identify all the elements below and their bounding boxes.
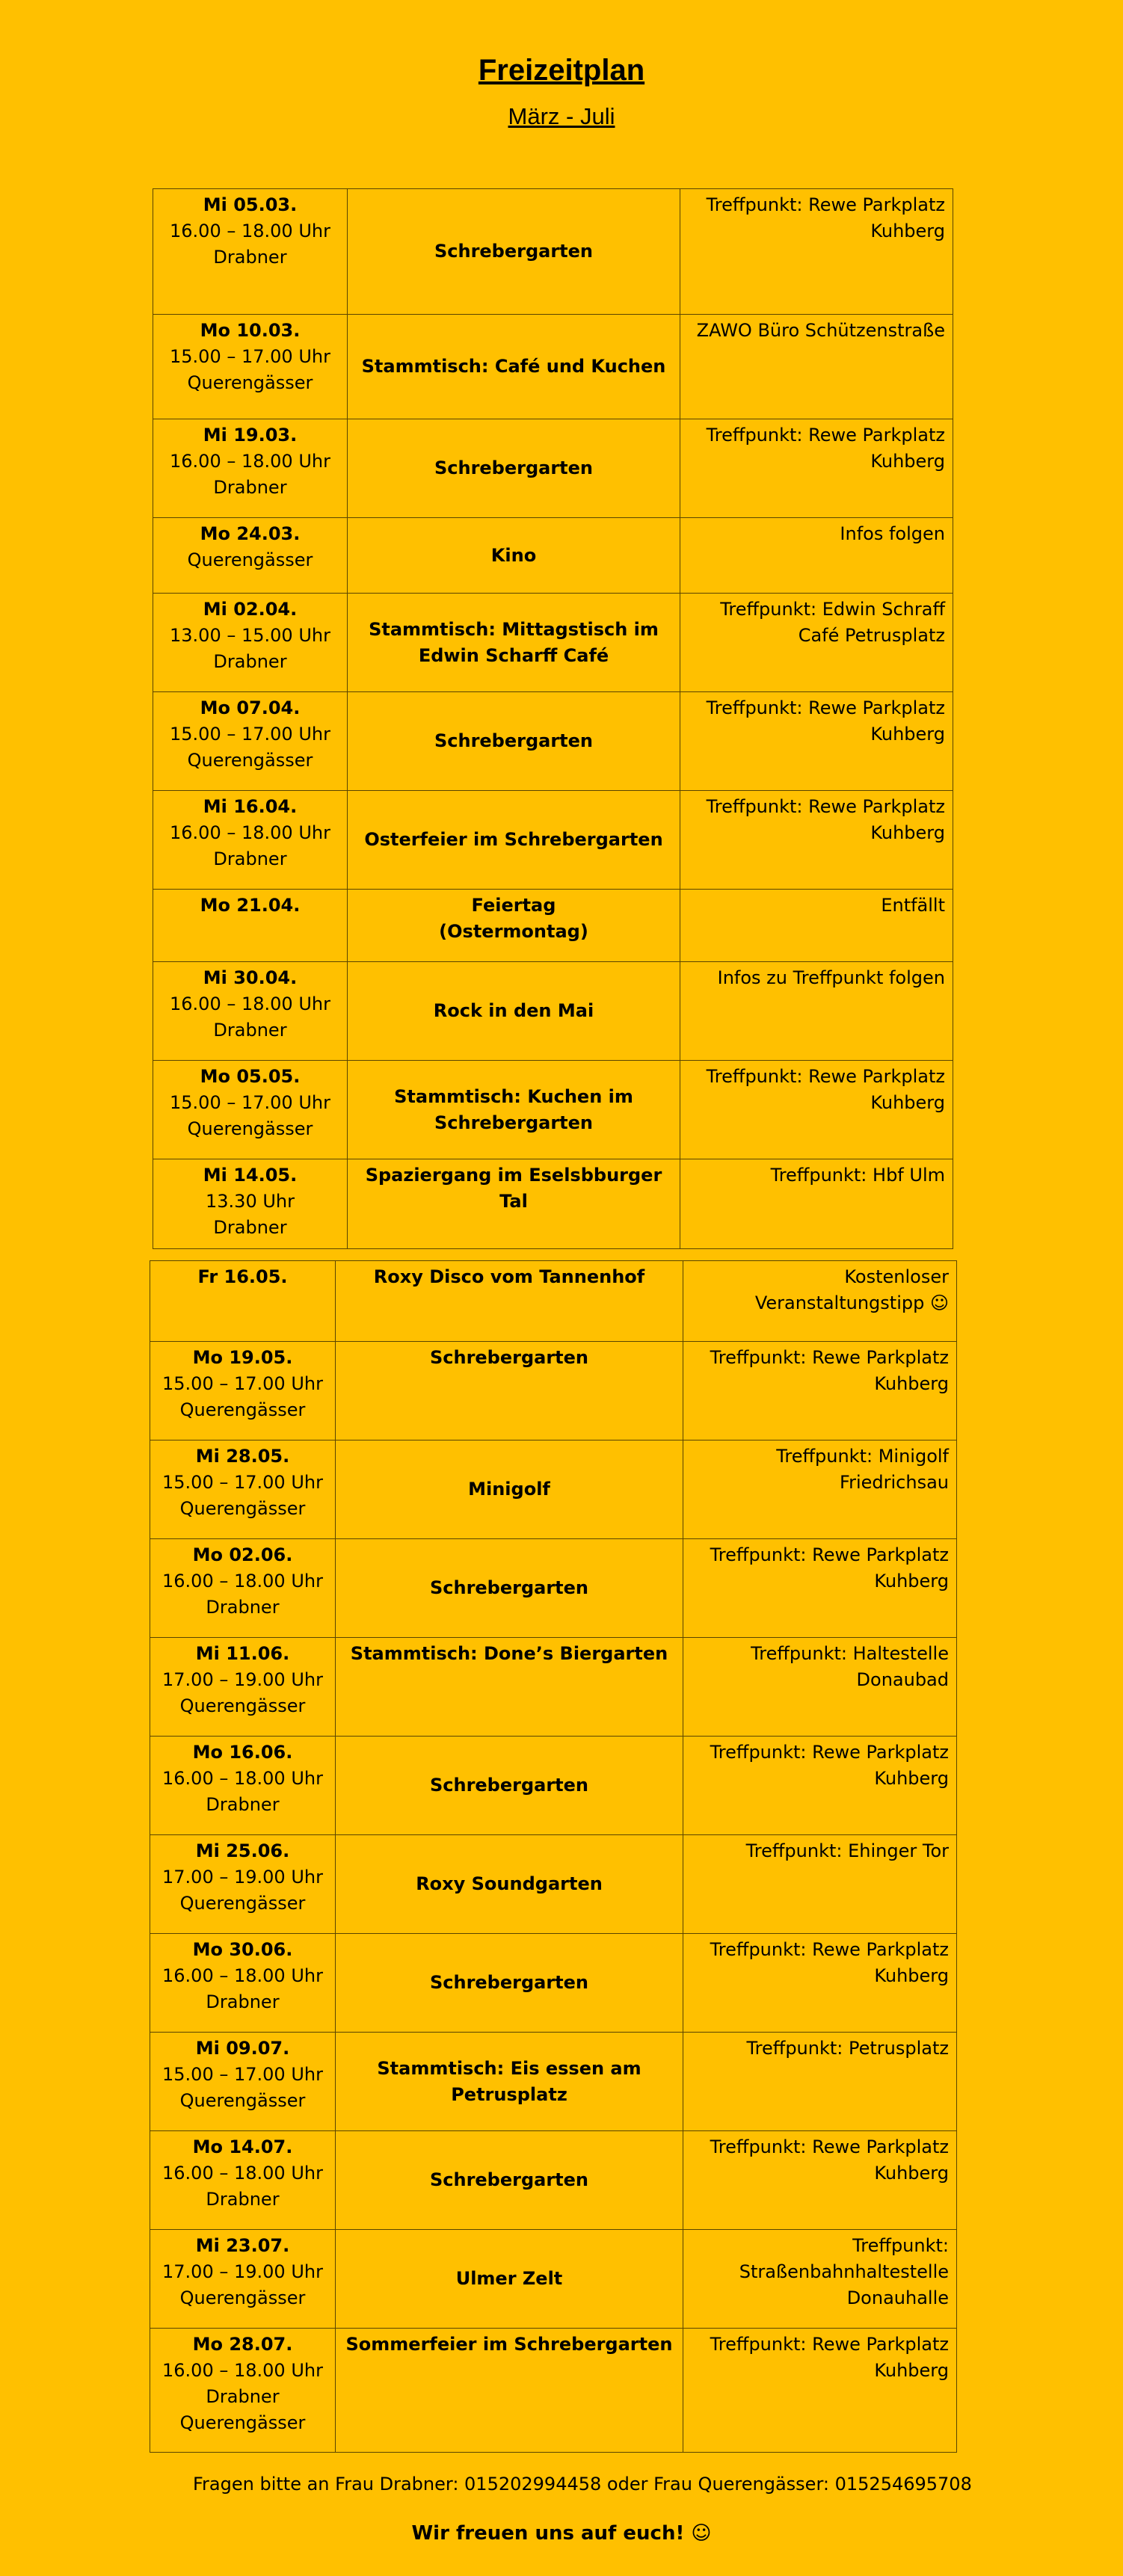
event-time: 16.00 – 18.00 Uhr xyxy=(162,1965,323,1986)
schedule-row xyxy=(150,1440,957,1539)
event-time: 17.00 – 19.00 Uhr xyxy=(162,1867,323,1888)
event-leader: Drabner xyxy=(206,1794,280,1815)
date-cell xyxy=(153,1061,348,1159)
meeting-point: ZAWO Büro Schützenstraße xyxy=(680,315,953,419)
schedule-row xyxy=(153,1159,953,1249)
schedule-row xyxy=(153,791,953,890)
event-time: 15.00 – 17.00 Uhr xyxy=(162,1472,323,1493)
event-name: Stammtisch: Mittagstisch im Edwin Scharff Café xyxy=(348,594,680,692)
event-leader: Querengässer xyxy=(179,1893,306,1914)
event-date: Mi 16.04. xyxy=(203,796,298,817)
event-leader: Querengässer xyxy=(179,1695,306,1716)
date-cell xyxy=(150,2329,336,2453)
event-time: 13.00 – 15.00 Uhr xyxy=(170,625,330,646)
schedule-row xyxy=(150,1934,957,2033)
date-cell xyxy=(150,1261,336,1342)
event-name: Schrebergarten xyxy=(348,692,680,791)
event-name: Schrebergarten xyxy=(336,1737,683,1835)
event-name: Schrebergarten xyxy=(336,1342,683,1440)
event-leader: Drabner xyxy=(213,848,287,869)
event-time: 16.00 – 18.00 Uhr xyxy=(162,1768,323,1789)
event-date: Mo 14.07. xyxy=(192,2136,293,2157)
event-time: 16.00 – 18.00 Uhr xyxy=(170,221,330,241)
event-leader: Drabner xyxy=(206,2189,280,2210)
meeting-point: Treffpunkt: Edwin Schraff Café Petrusplatz xyxy=(680,594,953,692)
date-cell xyxy=(150,1934,336,2033)
event-time: 15.00 – 17.00 Uhr xyxy=(162,1373,323,1394)
event-name: Schrebergarten xyxy=(336,2131,683,2230)
date-cell xyxy=(150,1342,336,1440)
date-cell xyxy=(150,1539,336,1638)
date-cell xyxy=(150,1737,336,1835)
event-time: 16.00 – 18.00 Uhr xyxy=(162,2360,323,2381)
schedule-table-part1 xyxy=(153,188,953,1249)
page-title: Freizeitplan xyxy=(478,54,645,87)
meeting-point: Treffpunkt: Rewe Parkplatz Kuhberg xyxy=(680,1061,953,1159)
event-date: Mi 11.06. xyxy=(195,1643,290,1664)
date-cell xyxy=(153,962,348,1061)
event-leader: Querengässer xyxy=(187,1118,313,1139)
event-name: Spaziergang im Eselsbburger Tal xyxy=(348,1159,680,1249)
date-cell xyxy=(153,791,348,890)
date-cell xyxy=(153,890,348,962)
schedule-row xyxy=(150,2131,957,2230)
event-leader: Drabner xyxy=(213,247,287,268)
event-time: 15.00 – 17.00 Uhr xyxy=(170,724,330,745)
event-time: 17.00 – 19.00 Uhr xyxy=(162,2261,323,2282)
event-name: Stammtisch: Eis essen am Petrusplatz xyxy=(336,2033,683,2131)
event-name: Stammtisch: Café und Kuchen xyxy=(348,315,680,419)
schedule-row xyxy=(150,1539,957,1638)
event-date: Mi 30.04. xyxy=(203,967,298,988)
event-date: Mo 21.04. xyxy=(200,895,301,916)
schedule-row xyxy=(153,419,953,518)
date-cell xyxy=(153,518,348,594)
date-cell xyxy=(153,189,348,315)
meeting-point: Treffpunkt: Rewe Parkplatz Kuhberg xyxy=(683,1737,957,1835)
event-leader: Drabner xyxy=(213,651,287,672)
event-leader: Drabner xyxy=(206,1597,280,1618)
meeting-point: Entfällt xyxy=(680,890,953,962)
event-name: Feiertag (Ostermontag) xyxy=(348,890,680,962)
event-time: 17.00 – 19.00 Uhr xyxy=(162,1669,323,1690)
meeting-point: Treffpunkt: Minigolf Friedrichsau xyxy=(683,1440,957,1539)
event-date: Mi 19.03. xyxy=(203,425,298,446)
event-date: Mo 05.05. xyxy=(200,1066,301,1087)
meeting-point: Treffpunkt: Rewe Parkplatz Kuhberg xyxy=(683,1342,957,1440)
schedule-row xyxy=(150,2033,957,2131)
meeting-point: Treffpunkt: Rewe Parkplatz Kuhberg xyxy=(683,1539,957,1638)
schedule-row xyxy=(153,1061,953,1159)
meeting-point: Infos folgen xyxy=(680,518,953,594)
event-date: Mi 09.07. xyxy=(195,2038,290,2059)
event-leader: Drabner xyxy=(213,477,287,498)
event-date: Mo 07.04. xyxy=(200,697,301,718)
event-date: Mi 05.03. xyxy=(203,194,298,215)
event-date: Mo 19.05. xyxy=(192,1347,293,1368)
event-date: Mo 24.03. xyxy=(200,523,301,544)
date-cell xyxy=(153,419,348,518)
event-name: Schrebergarten xyxy=(336,1934,683,2033)
event-time: 15.00 – 17.00 Uhr xyxy=(162,2064,323,2085)
schedule-row xyxy=(150,2230,957,2329)
event-time: 16.00 – 18.00 Uhr xyxy=(170,822,330,843)
event-leader: Querengässer xyxy=(179,1498,306,1519)
meeting-point: Treffpunkt: Rewe Parkplatz Kuhberg xyxy=(680,419,953,518)
event-time: 15.00 – 17.00 Uhr xyxy=(170,346,330,367)
date-cell xyxy=(150,2131,336,2230)
event-leader: Querengässer xyxy=(187,750,313,771)
event-leader: Drabner xyxy=(206,1991,280,2012)
event-name: Osterfeier im Schrebergarten xyxy=(348,791,680,890)
event-name: Schrebergarten xyxy=(336,1539,683,1638)
schedule-row xyxy=(150,1835,957,1934)
date-cell xyxy=(150,2033,336,2131)
event-date: Mo 02.06. xyxy=(192,1544,293,1565)
event-leader: Drabner xyxy=(213,1020,287,1041)
page-subtitle: März - Juli xyxy=(508,103,615,129)
date-cell xyxy=(150,2230,336,2329)
event-date: Mo 30.06. xyxy=(192,1939,293,1960)
event-date: Mo 28.07. xyxy=(192,2334,293,2355)
event-leader: Querengässer xyxy=(179,2287,306,2308)
schedule-row xyxy=(150,1638,957,1737)
event-leader: Querengässer xyxy=(179,2090,306,2111)
schedule-row xyxy=(153,189,953,315)
date-cell xyxy=(150,1638,336,1737)
schedule-row xyxy=(150,1342,957,1440)
meeting-point: Treffpunkt: Rewe Parkplatz Kuhberg xyxy=(680,692,953,791)
meeting-point: Treffpunkt: Petrusplatz xyxy=(683,2033,957,2131)
event-name: Sommerfeier im Schrebergarten xyxy=(336,2329,683,2453)
event-time: 16.00 – 18.00 Uhr xyxy=(170,451,330,472)
event-time: 16.00 – 18.00 Uhr xyxy=(170,993,330,1014)
event-name: Roxy Disco vom Tannenhof xyxy=(336,1261,683,1342)
schedule-row xyxy=(153,518,953,594)
meeting-point: Treffpunkt: Haltestelle Donaubad xyxy=(683,1638,957,1737)
meeting-point: Treffpunkt: Rewe Parkplatz Kuhberg xyxy=(683,2131,957,2230)
date-cell xyxy=(153,315,348,419)
event-name: Minigolf xyxy=(336,1440,683,1539)
event-leader: Drabner Querengässer xyxy=(179,2386,306,2433)
event-name: Rock in den Mai xyxy=(348,962,680,1061)
meeting-point: Infos zu Treffpunkt folgen xyxy=(680,962,953,1061)
schedule-row xyxy=(153,315,953,419)
event-date: Mi 28.05. xyxy=(195,1446,290,1467)
contact-info: Fragen bitte an Frau Drabner: 015202994458 oder Frau Querengässer: 015254695708 xyxy=(193,2474,972,2495)
date-cell xyxy=(150,1440,336,1539)
schedule-row xyxy=(150,2329,957,2453)
event-date: Mo 16.06. xyxy=(192,1742,293,1763)
event-name: Roxy Soundgarten xyxy=(336,1835,683,1934)
meeting-point: Treffpunkt: Rewe Parkplatz Kuhberg xyxy=(683,2329,957,2453)
meeting-point: Treffpunkt: Rewe Parkplatz Kuhberg xyxy=(680,791,953,890)
event-date: Mi 14.05. xyxy=(203,1165,298,1186)
event-date: Fr 16.05. xyxy=(197,1266,288,1287)
event-time: 16.00 – 18.00 Uhr xyxy=(162,1571,323,1591)
meeting-point: Treffpunkt: Rewe Parkplatz Kuhberg xyxy=(683,1934,957,2033)
schedule-row xyxy=(153,692,953,791)
date-cell xyxy=(153,692,348,791)
schedule-row xyxy=(153,594,953,692)
schedule-row xyxy=(153,962,953,1061)
meeting-point: Kostenloser Veranstaltungstipp ☺ xyxy=(683,1261,957,1342)
event-name: Schrebergarten xyxy=(348,189,680,315)
meeting-point: Treffpunkt: Rewe Parkplatz Kuhberg xyxy=(680,189,953,315)
closing-message: Wir freuen uns auf euch! ☺ xyxy=(411,2522,712,2545)
event-time: 15.00 – 17.00 Uhr xyxy=(170,1092,330,1113)
event-time: 13.30 Uhr xyxy=(206,1191,295,1212)
event-leader: Querengässer xyxy=(187,549,313,570)
event-time: 16.00 – 18.00 Uhr xyxy=(162,2163,323,2184)
event-date: Mi 25.06. xyxy=(195,1840,290,1861)
meeting-point: Treffpunkt: Ehinger Tor xyxy=(683,1835,957,1934)
schedule-row xyxy=(153,890,953,962)
event-date: Mi 02.04. xyxy=(203,599,298,620)
schedule-row xyxy=(150,1261,957,1342)
date-cell xyxy=(153,594,348,692)
date-cell xyxy=(153,1159,348,1249)
event-date: Mo 10.03. xyxy=(200,320,301,341)
event-date: Mi 23.07. xyxy=(195,2235,290,2256)
event-leader: Drabner xyxy=(213,1217,287,1238)
event-name: Ulmer Zelt xyxy=(336,2230,683,2329)
event-leader: Querengässer xyxy=(187,372,313,393)
meeting-point: Treffpunkt: Straßenbahnhaltestelle Donauhalle xyxy=(683,2230,957,2329)
event-name: Kino xyxy=(348,518,680,594)
event-name: Schrebergarten xyxy=(348,419,680,518)
schedule-row xyxy=(150,1737,957,1835)
event-name: Stammtisch: Done’s Biergarten xyxy=(336,1638,683,1737)
meeting-point: Treffpunkt: Hbf Ulm xyxy=(680,1159,953,1249)
event-name: Stammtisch: Kuchen im Schrebergarten xyxy=(348,1061,680,1159)
event-leader: Querengässer xyxy=(179,1399,306,1420)
date-cell xyxy=(150,1835,336,1934)
schedule-table-part2 xyxy=(150,1260,957,2453)
